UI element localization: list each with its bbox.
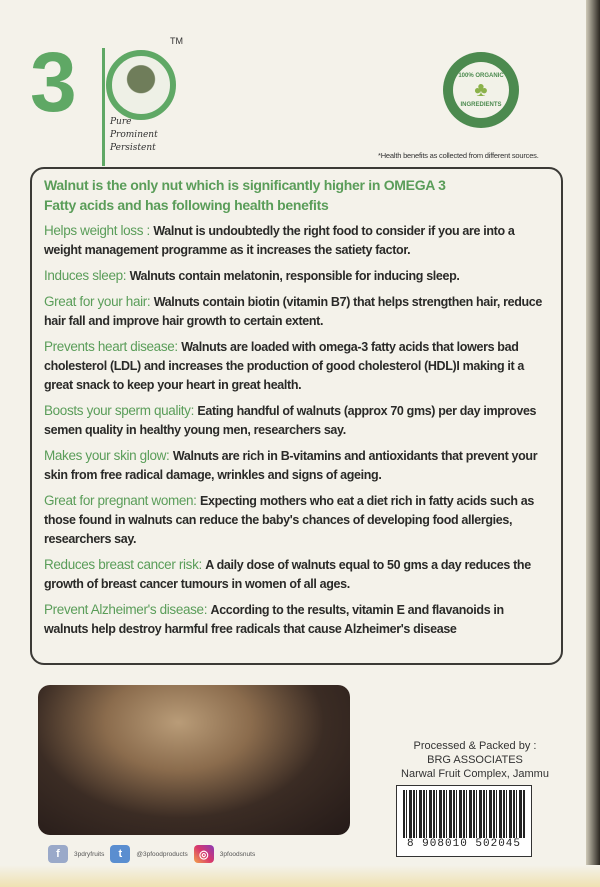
benefit-title: Great for your hair:	[44, 294, 154, 309]
barcode-number: 8 908010 502045	[406, 838, 522, 850]
benefit-text: Expecting mothers who eat a diet rich in fatty acids such as those found in walnuts can reduce the baby's chances of developing food allergies, researchers say.	[44, 494, 534, 546]
logo-tree-icon	[106, 50, 176, 120]
benefit-title: Reduces breast cancer risk:	[44, 557, 206, 572]
benefit-text: Walnuts are loaded with omega-3 fatty acids that lowers bad cholesterol (LDL) and increases the production of good cholesterol (HDL)I making it a great snack to keep your heart in great health.	[44, 340, 525, 392]
tree-icon: ♣	[474, 78, 488, 101]
package-edge-shadow	[586, 0, 600, 887]
tagline-line: Prominent	[110, 130, 158, 140]
benefit-text: Walnuts contain biotin (vitamin B7) that helps strengthen hair, reduce hair fall and improve hair growth to certain extent.	[44, 295, 542, 328]
benefit-item	[44, 491, 551, 549]
organic-seal	[443, 52, 519, 128]
benefit-title: Makes your skin glow:	[44, 448, 173, 463]
benefit-title: Prevents heart disease:	[44, 339, 182, 354]
headline	[44, 175, 551, 215]
benefit-title: Prevent Alzheimer's disease:	[44, 602, 211, 617]
barcode	[396, 785, 532, 857]
instagram-icon: ◎	[194, 845, 214, 863]
brand-tagline	[110, 116, 158, 155]
benefit-item	[44, 600, 551, 639]
benefit-text: According to the results, vitamin E and flavanoids in walnuts help destroy harmful free radicals that cause Alzheimer's disease	[44, 603, 504, 636]
twitter-icon: t	[110, 845, 130, 863]
benefit-list	[44, 221, 551, 639]
benefit-item	[44, 446, 551, 485]
seal-text-bottom: INGREDIENTS	[460, 101, 502, 108]
health-note: *Health benefits as collected from different sources.	[378, 151, 539, 160]
benefits-box	[30, 167, 563, 665]
headline-line: Fatty acids and has following health benefits	[44, 197, 329, 213]
package-bottom-strip	[0, 865, 600, 887]
benefit-text: Walnuts are rich in B-vitamins and antioxidants that prevent your skin from free radical damage, wrinkles and signs of ageing.	[44, 449, 538, 482]
facebook-handle: 3pdryfruits	[74, 850, 105, 858]
benefit-text: Eating handful of walnuts (approx 70 gms) per day improves semen quality in healthy young men, researchers say.	[44, 404, 537, 437]
benefit-item	[44, 266, 551, 286]
packer-name: BRG ASSOCIATES	[427, 754, 523, 766]
headline-line: Walnut is the only nut which is significantly higher in OMEGA 3	[44, 177, 446, 193]
barcode-bars	[403, 790, 525, 838]
benefit-title: Induces sleep:	[44, 268, 130, 283]
benefit-item	[44, 401, 551, 440]
instagram-handle: 3pfoodsnuts	[219, 850, 256, 858]
logo-p-stem	[102, 48, 105, 166]
packer-label: Processed & Packed by :	[413, 740, 537, 752]
tagline-line: Pure	[110, 117, 132, 127]
social-links	[48, 845, 255, 863]
packer-address: Narwal Fruit Complex, Jammu	[401, 768, 549, 780]
seal-text-top: 100% ORGANIC	[458, 72, 504, 79]
benefit-item	[44, 292, 551, 331]
benefit-title: Boosts your sperm quality:	[44, 403, 198, 418]
benefit-item	[44, 221, 551, 260]
benefit-title: Helps weight loss :	[44, 223, 154, 238]
benefit-text: A daily dose of walnuts equal to 50 gms a day reduces the growth of breast cancer tumours in women of all ages.	[44, 558, 531, 591]
benefit-text: Walnuts contain melatonin, responsible for inducing sleep.	[129, 269, 460, 283]
packer-info	[380, 739, 570, 781]
tagline-line: Persistent	[110, 143, 156, 153]
benefit-item	[44, 555, 551, 594]
twitter-handle: @3pfoodproducts	[136, 850, 188, 858]
benefit-title: Great for pregnant women:	[44, 493, 200, 508]
logo-three: 3	[30, 35, 77, 129]
trademark: TM	[170, 36, 183, 46]
facebook-icon: f	[48, 845, 68, 863]
brand-logo	[30, 35, 183, 170]
benefit-text: Walnut is undoubtedly the right food to consider if you are into a weight management programme as it increases the satiety factor.	[44, 224, 515, 257]
product-window-walnuts	[38, 685, 350, 835]
benefit-item	[44, 337, 551, 395]
seal-inner	[453, 62, 509, 118]
